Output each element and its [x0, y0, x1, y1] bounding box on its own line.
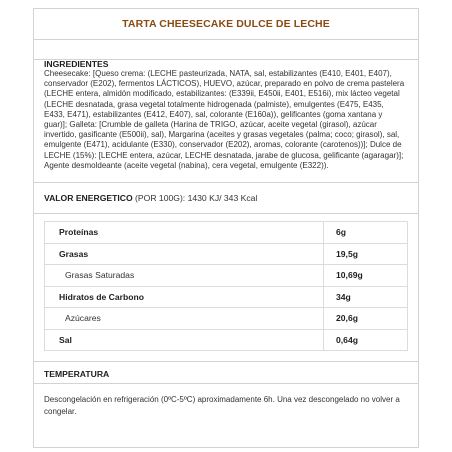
nutrient-value: 20,6g: [324, 308, 408, 330]
nutrient-value: 10,69g: [324, 265, 408, 287]
energy-value: (POR 100G): 1430 KJ/ 343 Kcal: [135, 193, 258, 203]
ingredients-heading: INGREDIENTES: [34, 40, 418, 60]
product-info-sheet: [33, 8, 419, 448]
nutrition-table-wrap: [34, 214, 418, 362]
nutrient-label: Grasas: [45, 243, 324, 265]
nutrient-value: 34g: [324, 286, 408, 308]
nutrition-table: [44, 221, 408, 351]
product-title: TARTA CHEESECAKE DULCE DE LECHE: [34, 9, 418, 40]
nutrient-label: Azúcares: [45, 308, 324, 330]
ingredients-text: Cheesecake: [Queso crema: (LECHE pasteurizada, NATA, sal, estabilizantes (E410, E401, E407), conservador (E202), fermentos LÁCTICOS), HUEVO, azúcar, preparado en polvo de crema pastelera (LECHE entera, almidón modificado, estabilizantes: (E339ii, E450ii, E401, E516i), mix lácteo vegetal (LECHE desnatada, grasa vegetal totalmente hidrogenada (palmiste), emulgentes (E475, E435, E433, E471), estabilizantes (E412, E407), sal, colorante (E160a)), gelificantes (goma xantana y guar)]; Galleta: [Crumble de galleta (Harina de TRIGO, azúcar, aceite vegetal (girasol), azúcar invertido, gasificante (E500ii), sal), Margarina (aceites y grasas vegetales (palma; coco; girasol), sal, emulgente (E471), acidulante (E330), conservador (E202), aromas, colorante (carotenos))]; Dulce de LECHE (15%): [LECHE entera, azúcar, LECHE desnatada, jarabe de glucosa, gelificante (agaragar)]; Agente desmoldeante (aceite vegetal (nabina), cera vegetal, emulgente (E322)).: [34, 60, 418, 183]
table-row: [45, 222, 408, 244]
table-row: [45, 265, 408, 287]
nutrient-label: Grasas Saturadas: [45, 265, 324, 287]
nutrient-value: 0,64g: [324, 329, 408, 351]
table-row: [45, 286, 408, 308]
energy-label: VALOR ENERGETICO: [44, 193, 133, 203]
temperature-heading: TEMPERATURA: [34, 362, 418, 384]
energy-row: [34, 183, 418, 214]
nutrient-label: Sal: [45, 329, 324, 351]
table-row: [45, 243, 408, 265]
nutrient-value: 19,5g: [324, 243, 408, 265]
nutrient-label: Proteínas: [45, 222, 324, 244]
table-row: [45, 308, 408, 330]
temperature-text: Descongelación en refrigeración (0ºC-5ºC) aproximadamente 6h. Una vez descongelado no volver a congelar.: [44, 395, 400, 416]
nutrient-value: 6g: [324, 222, 408, 244]
table-row: [45, 329, 408, 351]
nutrient-label: Hidratos de Carbono: [45, 286, 324, 308]
